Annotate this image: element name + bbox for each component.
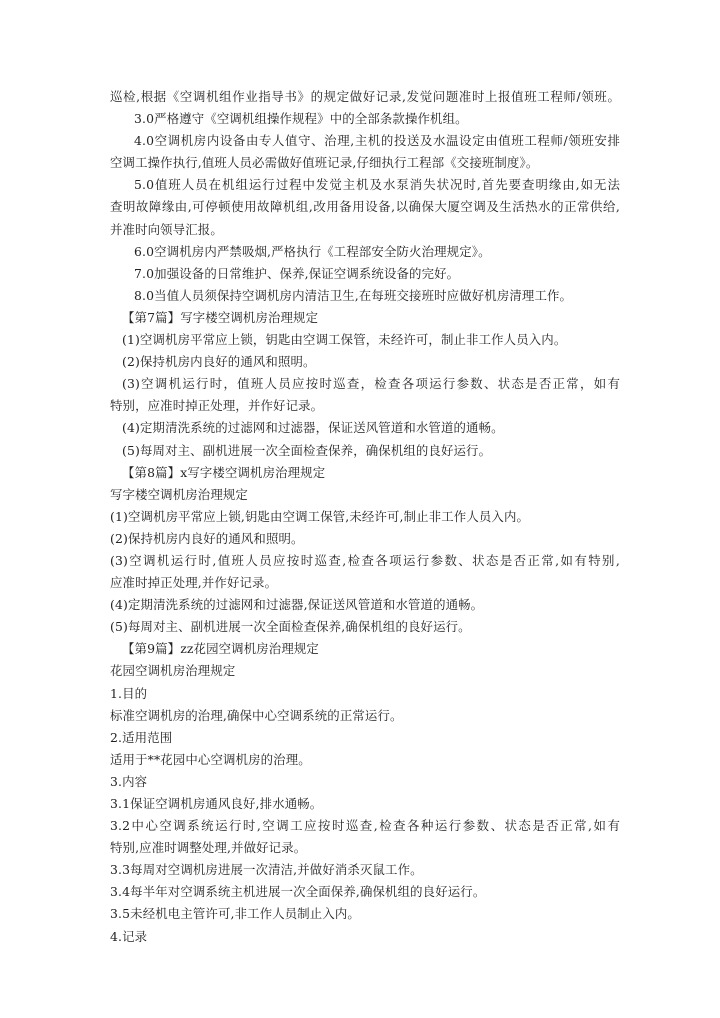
text-line: 7.0加强设备的日常维护、保养,保证空调系统设备的完好。	[134, 265, 460, 281]
text-line: 3.5未经机电主管许可,非工作人员制止入内。	[110, 906, 360, 922]
text-line: 适用于**花园中心空调机房的治理。	[110, 751, 311, 767]
text-line: 特别,应准时调整处理,并做好记录。	[110, 840, 307, 856]
text-line: 查明故障缘由,可停顿使用故障机组,改用备用设备,以确保大厦空调及生活热水的正常供给,	[110, 199, 620, 215]
text-line: 并准时向领导汇报。	[110, 221, 223, 237]
text-line: 5.0值班人员在机组运行过程中发觉主机及水泵消失状况时,首先要查明缘由,如无法	[134, 177, 620, 193]
section-heading: 【第8篇】x写字楼空调机房治理规定	[122, 464, 326, 480]
text-line: 2.适用范围	[110, 729, 173, 745]
section-subtitle: 写字楼空调机房治理规定	[110, 486, 248, 502]
text-line: (2)保持机房内良好的通风和照明。	[122, 354, 316, 370]
text-line: 3.1保证空调机房通风良好,排水通畅。	[110, 796, 323, 811]
text-line: 3.0严格遵守《空调机组操作规程》中的全部条款操作机组。	[134, 111, 468, 127]
text-line: (5)每周对主、副机进展一次全面检查保养,确保机组的良好运行。	[110, 619, 471, 635]
text-line: 应准时掉正处理,并作好记录。	[110, 575, 278, 591]
text-line: (4)定期清洗系统的过滤网和过滤器,保证送风管道和水管道的通畅。	[110, 597, 484, 613]
text-line: 8.0当值人员须保持空调机房内清洁卫生,在每班交接班时应做好机房清理工作。	[134, 287, 573, 303]
text-line: (3)空调机运行时,值班人员应按时巡查,检查各项运行参数、状态是否正常,如有特别,	[110, 552, 620, 568]
text-line: (5)每周对主、副机进展一次全面检查保养，确保机组的良好运行。	[122, 442, 492, 458]
text-line: 3.2中心空调系统运行时,空调工应按时巡查,检查各种运行参数、状态是否正常,如有	[110, 818, 620, 834]
text-line: 标准空调机房的治理,确保中心空调系统的正常运行。	[110, 707, 403, 723]
text-line: (1)空调机房平常应上锁,钥匙由空调工保管,未经许可,制止非工作人员入内。	[110, 508, 530, 524]
text-line: 空调工操作执行,值班人员必需做好值班记录,仔细执行工程部《交接班制度》。	[110, 155, 539, 171]
text-line: 4.记录	[110, 928, 148, 944]
section-heading: 【第9篇】zz花园空调机房治理规定	[122, 641, 319, 657]
text-line: 3.4每半年对空调系统主机进展一次全面保养,确保机组的良好运行。	[110, 884, 486, 900]
text-line: 特别，应准时掉正处理，并作好记录。	[110, 398, 324, 414]
text-line: 6.0空调机房内严禁吸烟,严格执行《工程部安全防火治理规定》。	[134, 243, 491, 259]
text-line: 3.内容	[110, 773, 148, 789]
text-line: 1.目的	[110, 685, 148, 701]
section-subtitle: 花园空调机房治理规定	[110, 663, 236, 679]
text-line: 巡检,根据《空调机组作业指导书》的规定做好记录,发觉问题准时上报值班工程师/领班。	[110, 89, 620, 104]
text-line: (4)定期清洗系统的过滤网和过滤器，保证送风管道和水管道的通畅。	[122, 420, 504, 436]
text-line: 3.3每周对空调机房进展一次清洁,并做好消杀灭鼠工作。	[110, 862, 423, 878]
text-line: 4.0空调机房内设备由专人值守、治理,主机的投送及水温设定由值班工程师/领班安排	[134, 133, 620, 149]
section-heading: 【第7篇】写字楼空调机房治理规定	[122, 309, 319, 325]
text-line: (3)空调机运行时，值班人员应按时巡查，检查各项运行参数、状态是否正常，如有	[122, 376, 620, 392]
text-line: (1)空调机房平常应上锁，钥匙由空调工保管，未经许可，制止非工作人员入内。	[122, 332, 567, 348]
text-line: (2)保持机房内良好的通风和照明。	[110, 530, 304, 546]
